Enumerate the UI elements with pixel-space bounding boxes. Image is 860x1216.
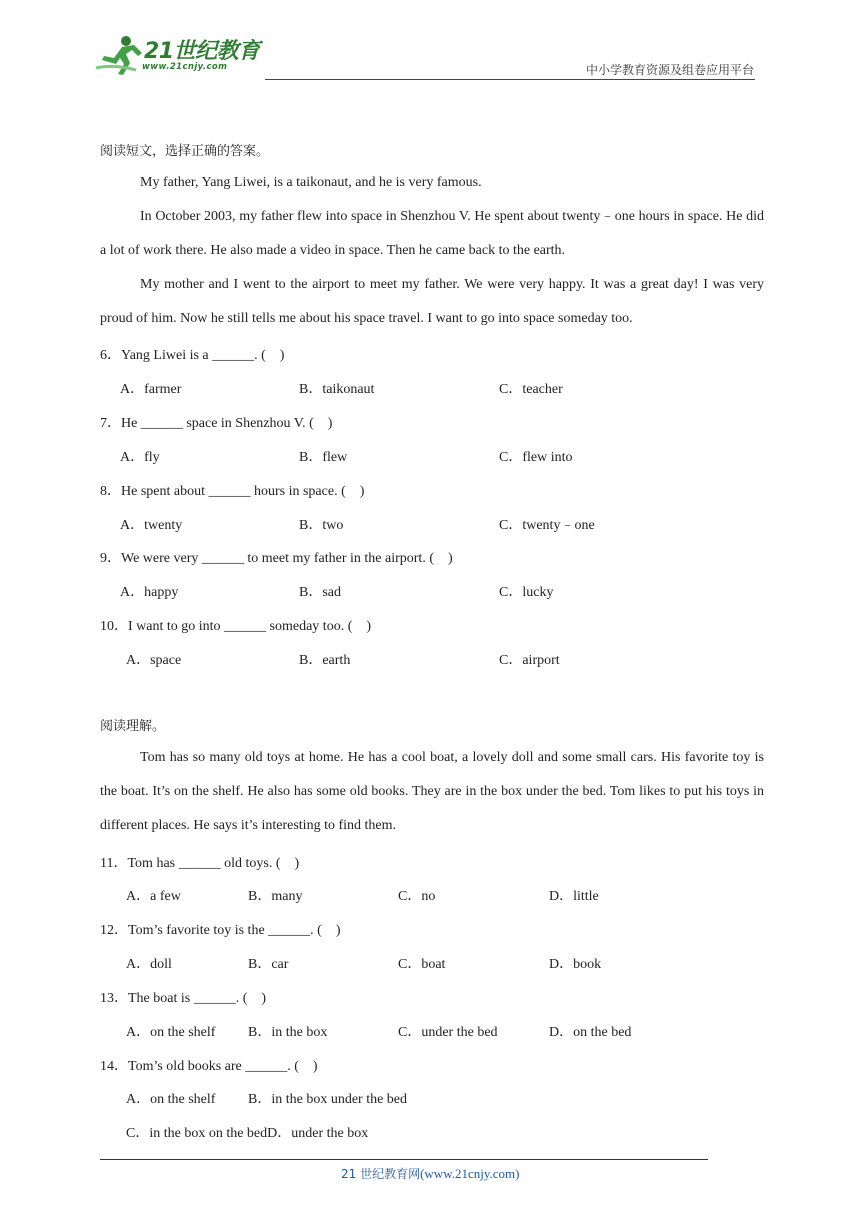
q13-option-a[interactable]: A．on the shelf <box>126 1025 216 1040</box>
q8-option-a[interactable]: A．twenty <box>120 518 183 533</box>
section1-title: 阅读短文，选择正确的答案。 <box>100 144 270 159</box>
q10-option-a[interactable]: A．space <box>126 653 182 668</box>
footer-site-url[interactable]: (www.21cnjy.com) <box>420 1166 520 1181</box>
q8-option-b[interactable]: B．two <box>299 518 344 533</box>
passage2-paragraph: Tom has so many old toys at home. He has a cool boat, a lovely doll and some small cars. His favorite toy is the boat. It’s on the shelf. He also has some old books. They are in the box under the bed. Tom likes to put his toys in different places. He says it’s interesting to find them. <box>100 750 764 833</box>
q9-option-b[interactable]: B．sad <box>299 585 341 600</box>
footer-site-name: 21 世纪教育网 <box>341 1167 421 1181</box>
question-8: 8．He spent about ______ hours in space. ( ) <box>100 484 365 499</box>
question-13: 13．The boat is ______. ( ) <box>100 991 267 1006</box>
question-11: 11．Tom has ______ old toys. ( ) <box>100 856 300 871</box>
site-logo <box>92 34 262 78</box>
q7-option-a[interactable]: A．fly <box>120 450 160 465</box>
q13-option-d[interactable]: D．on the bed <box>549 1025 632 1040</box>
footer-credit <box>341 1165 520 1182</box>
q7-option-c[interactable]: C．flew into <box>499 450 573 465</box>
q6-option-a[interactable]: A．farmer <box>120 382 182 397</box>
q11-option-d[interactable]: D．little <box>549 889 599 904</box>
q9-option-c[interactable]: C．lucky <box>499 585 554 600</box>
q12-option-d[interactable]: D．book <box>549 957 602 972</box>
q11-option-a[interactable]: A．a few <box>126 889 181 904</box>
q10-option-b[interactable]: B．earth <box>299 653 351 668</box>
logo-text: 21世纪教育 <box>144 39 260 64</box>
q14-option-c-d[interactable]: C．in the box on the bedD．under the box <box>126 1126 369 1141</box>
logo-url: www.21cnjy.com <box>142 62 228 72</box>
q6-option-c[interactable]: C．teacher <box>499 382 563 397</box>
question-10: 10．I want to go into ______ someday too. ( ) <box>100 619 372 634</box>
q12-option-a[interactable]: A．doll <box>126 957 172 972</box>
question-7: 7．He ______ space in Shenzhou V. ( ) <box>100 416 333 431</box>
q8-option-c[interactable]: C．twenty﹣one <box>499 518 595 533</box>
q13-option-b[interactable]: B．in the box <box>248 1025 328 1040</box>
q14-option-b[interactable]: B．in the box under the bed <box>248 1092 408 1107</box>
q14-option-a[interactable]: A．on the shelf <box>126 1092 216 1107</box>
passage1-paragraph-2: In October 2003, my father flew into space in Shenzhou V. He spent about twenty﹣one hours in space. He did a lot of work there. He also made a video in space. Then he came back to the earth. <box>100 209 764 258</box>
passage1-paragraph-3: My mother and I went to the airport to meet my father. We were very happy. It was a great day! I was very proud of him. Now he still tells me about his space travel. I want to go into space someday too. <box>100 277 764 326</box>
q6-option-b[interactable]: B．taikonaut <box>299 382 375 397</box>
q11-option-b[interactable]: B．many <box>248 889 303 904</box>
q7-option-b[interactable]: B．flew <box>299 450 348 465</box>
q11-option-c[interactable]: C．no <box>398 889 436 904</box>
q13-option-c[interactable]: C．under the bed <box>398 1025 498 1040</box>
q12-option-b[interactable]: B．car <box>248 957 289 972</box>
question-12: 12．Tom’s favorite toy is the ______. ( ) <box>100 923 341 938</box>
q12-option-c[interactable]: C．boat <box>398 957 446 972</box>
runner-icon <box>92 34 146 78</box>
question-9: 9．We were very ______ to meet my father in the airport. ( ) <box>100 551 453 566</box>
section2-title: 阅读理解。 <box>100 719 166 734</box>
platform-label: 中小学教育资源及组卷应用平台 <box>585 63 754 77</box>
q10-option-c[interactable]: C．airport <box>499 653 560 668</box>
question-6: 6．Yang Liwei is a ______. ( ) <box>100 348 285 363</box>
footer-divider <box>100 1159 708 1160</box>
q9-option-a[interactable]: A．happy <box>120 585 179 600</box>
question-14: 14．Tom’s old books are ______. ( ) <box>100 1059 318 1074</box>
passage1-paragraph-1: My father, Yang Liwei, is a taikonaut, and he is very famous. <box>140 175 482 190</box>
header-divider <box>265 79 755 80</box>
